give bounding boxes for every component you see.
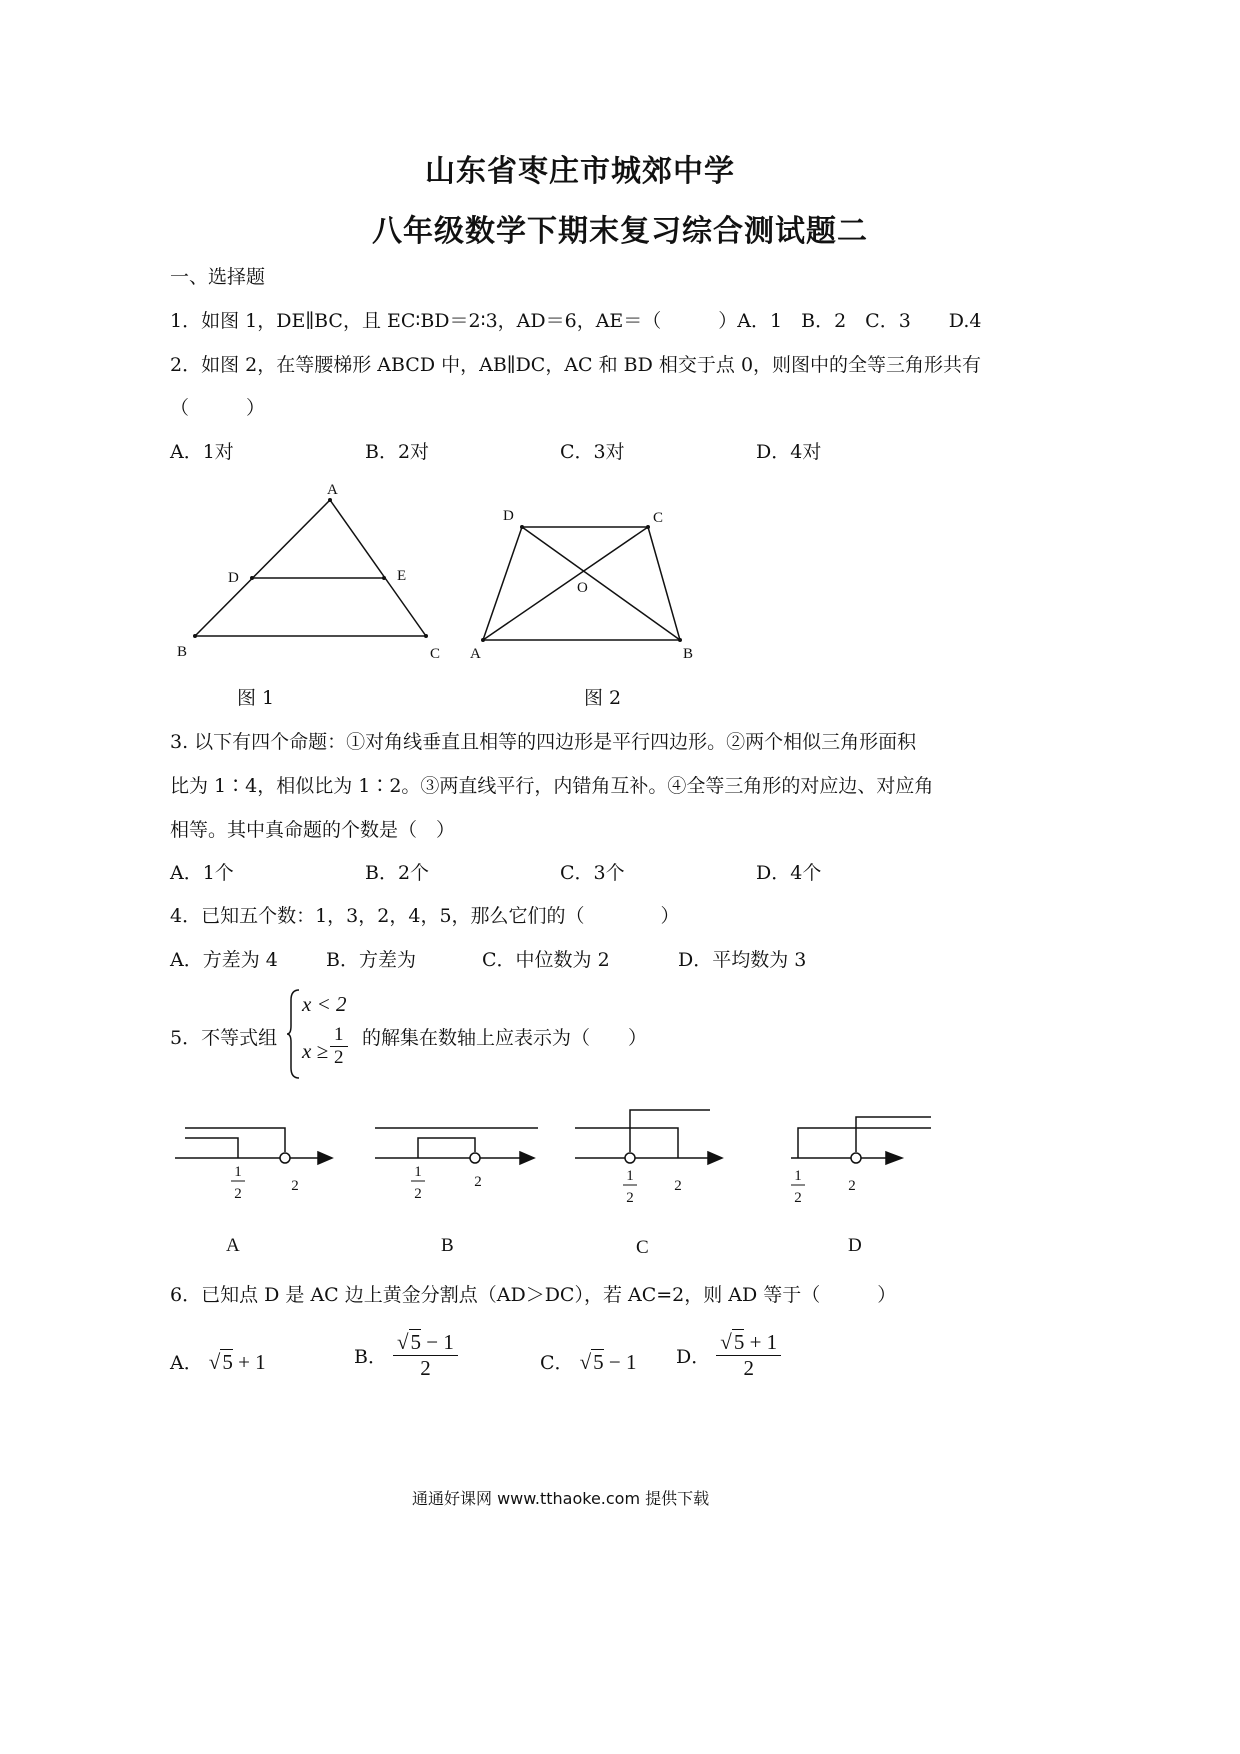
question-3-option-c: C．3个 <box>560 862 625 884</box>
page-subtitle: 八年级数学下期末复习综合测试题二 <box>372 214 868 249</box>
figure-2 <box>465 500 715 670</box>
question-6: 6．已知点 D 是 AC 边上黄金分割点（AD＞DC），若 AC=2，则 AD 等于（ ） <box>170 1284 897 1306</box>
inequality-2-half: $\frac{1}{2}$ <box>330 1024 348 1069</box>
figure-1-caption: 图 1 <box>237 687 275 709</box>
question-4-option-b: B．方差为 <box>326 949 416 971</box>
number-line-c <box>570 1100 740 1220</box>
fig2-side-bc <box>648 527 680 640</box>
question-5-suffix: 的解集在数轴上应表示为（ ） <box>362 1027 648 1049</box>
fig2-label-a: A <box>470 646 481 662</box>
question-3-option-d: D．4个 <box>756 862 822 884</box>
question-2-option-c: C．3对 <box>560 441 625 463</box>
question-3-line1: 3. 以下有四个命题：①对角线垂直且相等的四边形是平行四边形。②两个相似三角形面积 <box>170 731 917 753</box>
page-title: 山东省枣庄市城郊中学 <box>425 154 735 189</box>
question-2-line1: 2．如图 2，在等腰梯形 ABCD 中，AB∥DC，AC 和 BD 相交于点 0，则图中的全等三角形共有 <box>170 354 982 376</box>
svg-text:1: 1 <box>414 1164 422 1180</box>
question-3-line3: 相等。其中真命题的个数是（ ） <box>170 819 456 841</box>
number-line-b <box>370 1110 550 1220</box>
question-2-option-d: D．4对 <box>756 441 822 463</box>
fig1-label-b: B <box>177 644 188 660</box>
question-2-line2: （ ） <box>170 397 266 419</box>
fig1-label-e: E <box>397 568 407 584</box>
question-3-line2: 比为 1∶4，相似比为 1∶2。③两直线平行，内错角互补。④全等三角形的对应边、对应角 <box>170 775 934 797</box>
question-4-option-c: C．中位数为 2 <box>482 949 610 971</box>
figure-2-caption: 图 2 <box>584 687 622 709</box>
brace-icon <box>286 988 302 1080</box>
section-heading: 一、选择题 <box>170 266 266 288</box>
fig2-label-b: B <box>683 646 694 662</box>
fig2-diagonal-bd <box>522 527 680 640</box>
figure-1 <box>170 470 460 670</box>
inequality-2-var: x ≥ <box>302 1039 329 1063</box>
tick-half-num: 1 <box>234 1164 242 1180</box>
question-5-prefix: 5．不等式组 <box>170 1027 278 1049</box>
question-4-option-d: D．平均数为 3 <box>678 949 807 971</box>
svg-text:2: 2 <box>848 1178 856 1194</box>
question-3-option-a: A．1个 <box>170 862 234 884</box>
svg-text:2: 2 <box>474 1174 482 1190</box>
question-6-option-d: D． $\frac{√5 + 1}{2}$ <box>676 1330 781 1381</box>
svg-text:1: 1 <box>626 1168 634 1184</box>
question-4-option-a: A．方差为 4 <box>170 949 278 971</box>
fig2-diagonal-ac <box>483 527 648 640</box>
number-line-a <box>170 1110 350 1220</box>
number-line-b-label: B <box>441 1235 454 1256</box>
svg-text:2: 2 <box>794 1190 802 1206</box>
question-1: 1．如图 1，DE∥BC，且 EC∶BD＝2∶3，AD＝6，AE＝（ ）A．1 B．2 C．3 D.4 <box>170 310 982 332</box>
tick-two: 2 <box>291 1178 299 1194</box>
svg-text:2: 2 <box>626 1190 634 1206</box>
question-6-option-b: B． $\frac{√5 - 1}{2}$ <box>354 1330 458 1381</box>
fig2-label-d: D <box>503 508 514 524</box>
question-2-option-a: A．1对 <box>170 441 234 463</box>
number-line-a-label: A <box>226 1235 240 1256</box>
fig1-label-d: D <box>228 570 239 586</box>
inequality-1: x < 2 <box>302 992 347 1016</box>
footer-text: 通通好课网 www.tthaoke.com 提供下载 <box>412 1489 710 1508</box>
fig2-side-ad <box>483 527 522 640</box>
number-line-d <box>786 1105 946 1220</box>
fig1-label-c: C <box>430 646 441 662</box>
svg-text:2: 2 <box>414 1186 422 1202</box>
fig2-label-o: O <box>577 580 588 596</box>
fig1-label-a: A <box>327 482 338 498</box>
question-4: 4．已知五个数：1，3，2，4，5，那么它们的（ ） <box>170 905 680 927</box>
question-3-option-b: B．2个 <box>365 862 430 884</box>
question-6-option-c: C． √5 − 1 <box>540 1350 637 1374</box>
fig1-side-ac <box>330 500 426 636</box>
question-6-option-a: A． √5 + 1 <box>170 1350 266 1374</box>
fig1-side-ab <box>195 500 330 636</box>
svg-text:2: 2 <box>674 1178 682 1194</box>
tick-half-den: 2 <box>234 1186 242 1202</box>
question-2-option-b: B．2对 <box>365 441 430 463</box>
number-line-d-label: D <box>848 1235 862 1256</box>
fig2-label-c: C <box>653 510 664 526</box>
number-line-c-label: C <box>636 1237 649 1258</box>
svg-text:1: 1 <box>794 1168 802 1184</box>
